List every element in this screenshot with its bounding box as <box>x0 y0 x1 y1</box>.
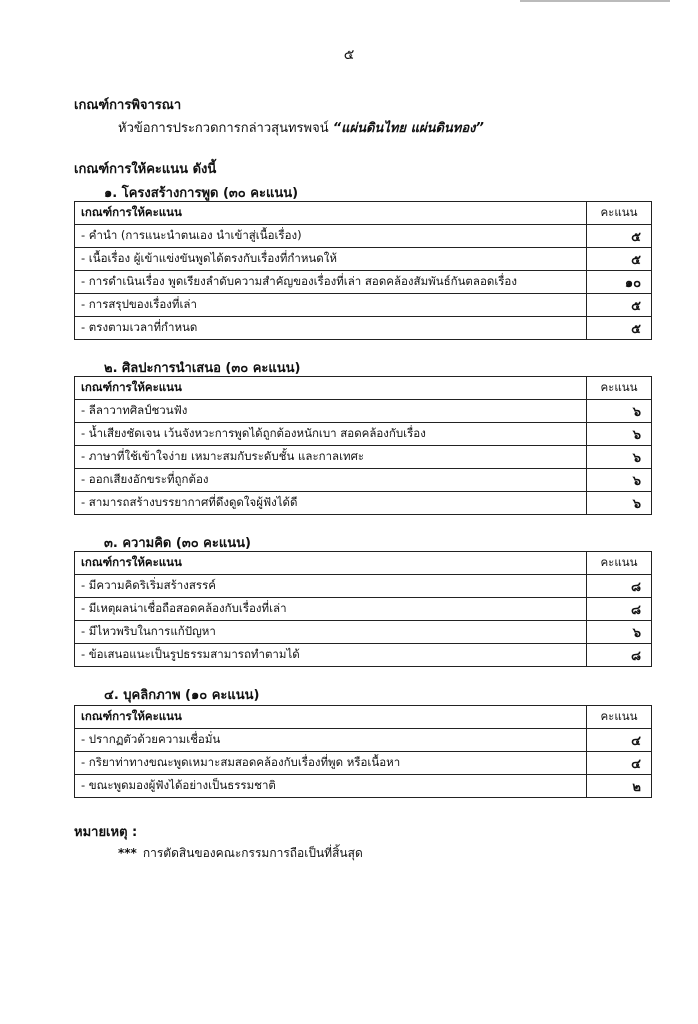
header-criteria: เกณฑ์การให้คะแนน <box>75 552 587 575</box>
criterion-score: ๕ <box>587 225 652 248</box>
criterion-text: - การสรุปของเรื่องที่เล่า <box>75 294 587 317</box>
table-row <box>75 621 652 644</box>
header-criteria: เกณฑ์การให้คะแนน <box>75 706 587 729</box>
header-score: คะแนน <box>587 552 652 575</box>
note-label: หมายเหตุ : <box>74 825 138 840</box>
criterion-score: ๕ <box>587 294 652 317</box>
criterion-score: ๖ <box>587 400 652 423</box>
header-score: คะแนน <box>587 706 652 729</box>
criterion-text: - ตรงตามเวลาที่กำหนด <box>75 317 587 340</box>
scan-edge-line <box>520 0 670 2</box>
note-stars: *** <box>118 846 137 860</box>
table-row <box>75 271 652 294</box>
scoring-heading: เกณฑ์การให้คะแนน ดังนี้ <box>74 162 217 177</box>
note-text: การตัดสินของคณะกรรมการถือเป็นที่สิ้นสุด <box>142 846 363 860</box>
criterion-score: ๘ <box>587 644 652 667</box>
table-row <box>75 775 652 798</box>
table-row <box>75 598 652 621</box>
criterion-text: - ปรากฏตัวด้วยความเชื่อมั่น <box>75 729 587 752</box>
section-title-structure: ๑. โครงสร้างการพูด (๓๐ คะแนน) <box>104 186 299 201</box>
criterion-text: - คำนำ (การแนะนำตนเอง นำเข้าสู่เนื้อเรื่อง) <box>75 225 587 248</box>
criterion-score: ๕ <box>587 248 652 271</box>
table-row <box>75 469 652 492</box>
criteria-table-structure <box>74 201 652 340</box>
criterion-text: - มีความคิดริเริ่มสร้างสรรค์ <box>75 575 587 598</box>
table-row <box>75 248 652 271</box>
criterion-score: ๖ <box>587 621 652 644</box>
criterion-score: ๘ <box>587 575 652 598</box>
criterion-score: ๔ <box>587 752 652 775</box>
criterion-score: ๖ <box>587 446 652 469</box>
criterion-score: ๘ <box>587 598 652 621</box>
header-criteria: เกณฑ์การให้คะแนน <box>75 202 587 225</box>
table-header-row <box>75 202 652 225</box>
table-row <box>75 752 652 775</box>
table-row <box>75 492 652 515</box>
criterion-text: - สามารถสร้างบรรยากาศที่ดึงดูดใจผู้ฟังได้ดี <box>75 492 587 515</box>
table-header-row <box>75 552 652 575</box>
table-row <box>75 575 652 598</box>
criterion-text: - ภาษาที่ใช้เข้าใจง่าย เหมาะสมกับระดับชั้น และกาลเทศะ <box>75 446 587 469</box>
note-line <box>118 844 363 863</box>
criterion-text: - กริยาท่าทางขณะพูดเหมาะสมสอดคล้องกับเรื่องที่พูด หรือเนื้อหา <box>75 752 587 775</box>
section-title-presentation: ๒. ศิลปะการนำเสนอ (๓๐ คะแนน) <box>104 361 301 376</box>
table-row <box>75 644 652 667</box>
criteria-table-personality <box>74 705 652 798</box>
header-criteria: เกณฑ์การให้คะแนน <box>75 377 587 400</box>
criterion-score: ๖ <box>587 492 652 515</box>
criterion-text: - ลีลาวาทศิลป์ชวนฟัง <box>75 400 587 423</box>
topic-prefix: หัวข้อการประกวดการกล่าวสุนทรพจน์ <box>118 121 329 136</box>
criterion-score: ๑๐ <box>587 271 652 294</box>
table-row <box>75 225 652 248</box>
criteria-table-thinking <box>74 551 652 667</box>
criterion-text: - เนื้อเรื่อง ผู้เข้าแข่งขันพูดได้ตรงกับเรื่องที่กำหนดให้ <box>75 248 587 271</box>
criterion-text: - ออกเสียงอักขระที่ถูกต้อง <box>75 469 587 492</box>
table-header-row <box>75 377 652 400</box>
criterion-text: - มีเหตุผลน่าเชื่อถือสอดคล้องกับเรื่องที่เล่า <box>75 598 587 621</box>
header-score: คะแนน <box>587 202 652 225</box>
table-row <box>75 317 652 340</box>
criterion-score: ๔ <box>587 729 652 752</box>
criterion-text: - ข้อเสนอแนะเป็นรูปธรรมสามารถทำตามได้ <box>75 644 587 667</box>
criterion-score: ๖ <box>587 469 652 492</box>
criteria-heading: เกณฑ์การพิจารณา <box>74 98 182 113</box>
criterion-score: ๖ <box>587 423 652 446</box>
table-row <box>75 446 652 469</box>
criterion-text: - มีไหวพริบในการแก้ปัญหา <box>75 621 587 644</box>
criterion-score: ๒ <box>587 775 652 798</box>
section-title-thinking: ๓. ความคิด (๓๐ คะแนน) <box>104 536 251 551</box>
table-row <box>75 400 652 423</box>
criterion-text: - ขณะพูดมองผู้ฟังได้อย่างเป็นธรรมชาติ <box>75 775 587 798</box>
contest-topic <box>118 117 484 138</box>
criterion-text: - น้ำเสียงชัดเจน เว้นจังหวะการพูดได้ถูกต้องหนักเบา สอดคล้องกับเรื่อง <box>75 423 587 446</box>
page-number: ๕ <box>343 47 355 63</box>
criteria-table-presentation <box>74 376 652 515</box>
criterion-text: - การดำเนินเรื่อง พูดเรียงลำดับความสำคัญของเรื่องที่เล่า สอดคล้องสัมพันธ์กันตลอดเรื่อง <box>75 271 587 294</box>
section-title-personality: ๔. บุคลิกภาพ (๑๐ คะแนน) <box>104 688 260 703</box>
table-header-row <box>75 706 652 729</box>
table-row <box>75 294 652 317</box>
topic-title: “แผ่นดินไทย แผ่นดินทอง” <box>332 121 484 136</box>
table-row <box>75 729 652 752</box>
criterion-score: ๕ <box>587 317 652 340</box>
table-row <box>75 423 652 446</box>
header-score: คะแนน <box>587 377 652 400</box>
